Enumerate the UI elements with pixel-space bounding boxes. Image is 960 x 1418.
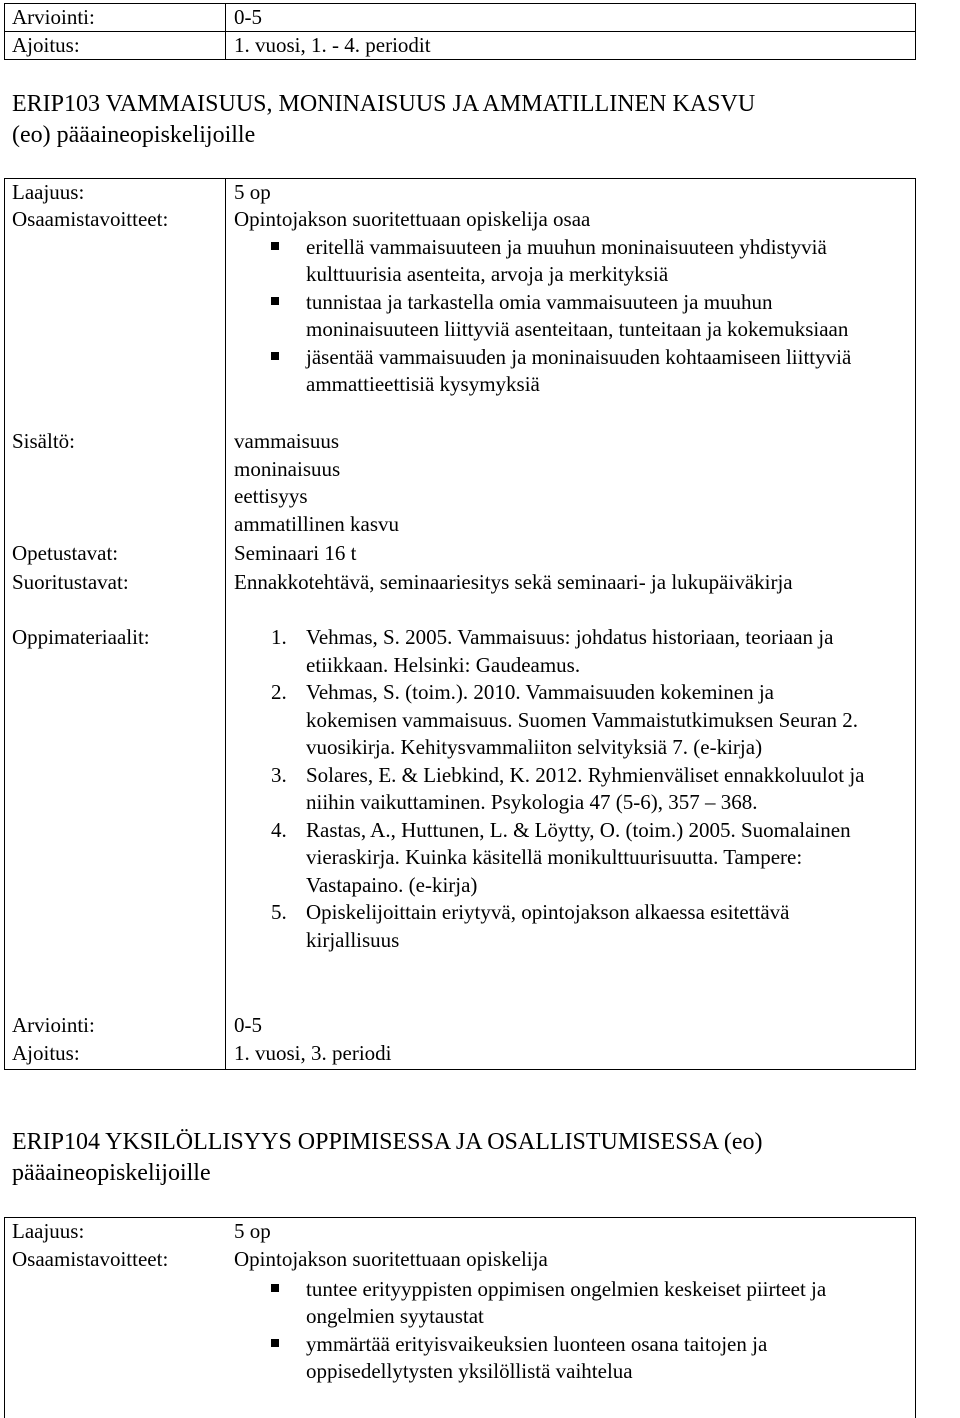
list-item: [234, 344, 907, 399]
course-title-line2: pääaineopiskelijoille: [12, 1160, 211, 1186]
list-item-text: tuntee erityyppisten oppimisen ongelmien keskeiset piirteet ja ongelmien syytaustat: [306, 1276, 827, 1328]
laajuus-label: Laajuus:: [12, 1219, 85, 1243]
ajoitus-label: Ajoitus:: [12, 33, 80, 57]
ajoitus-value: 1. vuosi, 1. - 4. periodit: [234, 33, 431, 57]
osaamistavoitteet-label: Osaamistavoitteet:: [12, 1247, 169, 1271]
osaamistavoitteet-content: [234, 1246, 875, 1386]
osaamistavoitteet-content: [234, 206, 907, 399]
course-table-erip103: [4, 178, 916, 1070]
list-item: vammaisuus: [234, 429, 339, 453]
bullet-icon: [271, 242, 279, 250]
reference-item: [234, 899, 869, 954]
learning-outcomes-list: [5, 234, 907, 399]
laajuus-label: Laajuus:: [12, 180, 85, 204]
bullet-icon: [271, 1339, 279, 1347]
course-title-line1: ERIP104 YKSILÖLLISYYS OPPIMISESSA JA OSALLISTUMISESSA (eo): [12, 1129, 763, 1155]
reference-list: [5, 624, 869, 954]
reference-item: [234, 762, 869, 817]
bullet-icon: [271, 1284, 279, 1292]
reference-number: 1.: [271, 625, 287, 649]
reference-item: [234, 624, 869, 679]
reference-text: Rastas, A., Huttunen, L. & Löytty, O. (toim.) 2005. Suomalainen vieraskirja. Kuinka käsitellä monikulttuurisuutta. Tampere: Vastapaino. (e-kirja): [306, 817, 851, 897]
arviointi-label: Arviointi:: [12, 5, 95, 29]
list-item-text: tunnistaa ja tarkastella omia vammaisuuteen ja muuhun moninaisuuteen liittyviä asenteitaan, tunteitaan ja kokemuksiaan: [306, 289, 849, 341]
opetustavat-value: Seminaari 16 t: [234, 541, 357, 565]
top-info-table: [4, 3, 916, 60]
reference-text: Vehmas, S. (toim.). 2010. Vammaisuuden kokeminen ja kokemisen vammaisuus. Suomen Vammaistutkimuksen Seuran 2. vuosikirja. Kehitysvammaliiton selvityksiä 7. (e-kirja): [306, 680, 858, 759]
ajoitus-label: Ajoitus:: [12, 1041, 80, 1065]
oppimateriaalit-label: Oppimateriaalit:: [12, 625, 150, 649]
osaamistavoitteet-intro: Opintojakson suoritettuaan opiskelija: [234, 1247, 548, 1271]
list-item: moninaisuus: [234, 456, 341, 481]
reference-number: 4.: [271, 817, 287, 842]
reference-number: 2.: [271, 680, 287, 704]
laajuus-value: 5 op: [234, 1219, 271, 1243]
osaamistavoitteet-label: Osaamistavoitteet:: [12, 207, 169, 231]
reference-number: 5.: [271, 900, 287, 924]
reference-item: [234, 817, 869, 900]
list-item: [234, 1276, 875, 1331]
learning-outcomes-list: [234, 1276, 875, 1386]
reference-text: Vehmas, S. 2005. Vammaisuus: johdatus historiaan, teoriaan ja etiikkaan. Helsinki: Gaudeamus.: [306, 625, 834, 677]
reference-text: Opiskelijoittain eriytyvä, opintojakson alkaessa esitettävä kirjallisuus: [306, 900, 790, 952]
laajuus-value: 5 op: [234, 180, 271, 204]
reference-text: Solares, E. & Liebkind, K. 2012. Ryhmienväliset ennakkoluulot ja niihin vaikuttaminen. Psykologia 47 (5-6), 357 – 368.: [306, 762, 865, 814]
course-title-line2: (eo) pääaineopiskelijoille: [12, 122, 256, 148]
arviointi-value: 0-5: [234, 1013, 262, 1037]
list-item-text: jäsentää vammaisuuden ja moninaisuuden kohtaamiseen liittyviä ammattieettisiä kysymyksiä: [306, 344, 852, 396]
list-item-text: eritellä vammaisuuteen ja muuhun moninaisuuteen yhdistyviä kulttuurisia asenteita, arvoja ja merkityksiä: [306, 234, 827, 286]
list-item: [234, 289, 907, 344]
list-item: [234, 234, 907, 289]
suoritustavat-value: Ennakkotehtävä, seminaariesitys sekä seminaari- ja lukupäiväkirja: [234, 570, 793, 594]
arviointi-label: Arviointi:: [12, 1013, 95, 1037]
oppimateriaalit-content: [234, 624, 869, 954]
course-title-line1: ERIP103 VAMMAISUUS, MONINAISUUS JA AMMATILLINEN KASVU: [12, 91, 756, 117]
course-title-erip103: [12, 89, 932, 151]
list-item: [234, 1331, 875, 1386]
bullet-icon: [271, 352, 279, 360]
opetustavat-label: Opetustavat:: [12, 541, 119, 565]
arviointi-value: 0-5: [234, 5, 262, 29]
reference-number: 3.: [271, 762, 287, 787]
course-title-erip104: [12, 1127, 932, 1189]
suoritustavat-label: Suoritustavat:: [12, 570, 129, 594]
list-item: ammatillinen kasvu: [234, 511, 400, 536]
course-table-erip104: [4, 1217, 916, 1418]
ajoitus-value: 1. vuosi, 3. periodi: [234, 1041, 392, 1065]
bullet-icon: [271, 297, 279, 305]
osaamistavoitteet-intro: Opintojakson suoritettuaan opiskelija osaa: [234, 207, 591, 231]
list-item-text: ymmärtää erityisvaikeuksien luonteen osana taitojen ja oppisedellytysten yksilöllistä vaihtelua: [306, 1331, 768, 1383]
sisalto-label: Sisältö:: [12, 429, 76, 453]
reference-item: [234, 679, 869, 762]
list-item: eettisyys: [234, 484, 308, 508]
sisalto-content: [234, 428, 907, 538]
